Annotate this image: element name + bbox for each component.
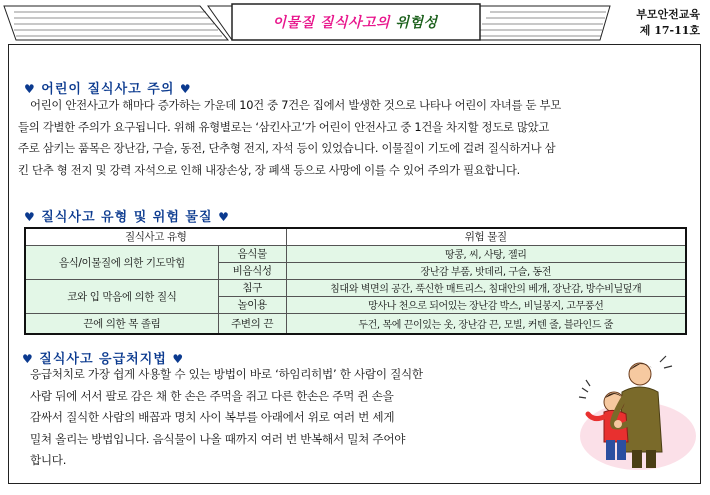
- heart-icon: ♥: [22, 352, 34, 366]
- section-heading-text: 질식사고 응급처지법: [39, 352, 167, 367]
- category-cell: 음식/이물질에 의한 기도막힘: [25, 245, 218, 279]
- text-line: 밀쳐 올리는 방법입니다. 음식물이 나올 때까지 여러 번 반복해서 밀쳐 주어야: [30, 431, 406, 446]
- text-line: 들의 각별한 주의가 요구됩니다. 위해 유형별로는 ‘삼킨사고’가 어린이 안전사고 중 1건을 차지할 정도로 많았고: [18, 119, 550, 134]
- issue-number: 제 17-11호: [639, 24, 700, 37]
- hazard-cell: 두건, 목에 끈이있는 옷, 장난감 끈, 모빌, 커텐 줄, 블라인드 줄: [286, 313, 686, 334]
- table-row: [25, 313, 686, 334]
- text-line: 합니다.: [30, 453, 67, 467]
- heart-icon: ♥: [24, 82, 36, 96]
- subtype-cell: 침구: [218, 279, 286, 296]
- section-heading-hazards: [24, 206, 230, 225]
- hazard-cell: 망사나 천으로 되어있는 장난감 박스, 비닐봉지, 고무풍선: [286, 296, 686, 313]
- hazard-cell: 땅콩, 씨, 사탕, 젤리: [286, 245, 686, 262]
- text-line: 사람 뒤에 서서 팔로 감은 채 한 손은 주먹을 쥐고 다른 한손은 주먹 쥔 손을: [30, 388, 394, 403]
- heart-icon: ♥: [218, 210, 230, 224]
- title-part-1: 이물질 질식사고의: [272, 15, 391, 31]
- title-part-2: 위험성: [395, 15, 438, 31]
- category-cell: 코와 입 막음에 의한 질식: [25, 279, 218, 313]
- table-header-row: [25, 228, 686, 245]
- intro-paragraph: [18, 95, 698, 181]
- text-line: 감싸서 질식한 사람의 배꼽과 명치 사이 복부를 아래에서 위로 여러 번 세게: [30, 410, 395, 424]
- hazard-table: [24, 227, 687, 335]
- column-header: 질식사고 유형: [25, 228, 286, 245]
- hazard-cell: 침대와 벽면의 공간, 푹신한 매트리스, 침대안의 베개, 장난감, 방수비닐덮개: [286, 279, 686, 296]
- first-aid-paragraph: [30, 364, 560, 472]
- text-line: 주로 삼키는 품목은 장난감, 구슬, 동전, 단추형 전지, 자석 등이 있었습니다. 이물질이 기도에 걸려 질식하거나 삼: [18, 141, 556, 155]
- heart-icon: ♥: [24, 210, 36, 224]
- text-line: 응급처치로 가장 쉽게 사용할 수 있는 방법이 바로 ‘하임리히법’ 한 사람이 질식한: [30, 367, 423, 381]
- subtype-cell: 음식물: [218, 245, 286, 262]
- issue-info: [636, 7, 700, 39]
- section-heading-text: 어린이 질식사고 주의: [41, 82, 175, 97]
- text-line: 킨 단추 형 전지 및 강력 자석으로 인해 내장손상, 장 폐색 등으로 사망에 이를 수 있어 주의가 필요합니다.: [18, 162, 520, 177]
- column-header: 위험 물질: [286, 228, 686, 245]
- subtype-cell: 놀이용: [218, 296, 286, 313]
- heart-icon: ♥: [179, 82, 192, 96]
- section-heading-text: 질식사고 유형 및 위험 물질: [41, 210, 213, 225]
- hazard-cell: 장난감 부품, 밧데리, 구슬, 동전: [286, 262, 686, 279]
- category-cell: 끈에 의한 목 졸림: [25, 313, 218, 334]
- text-line: 어린이 안전사고가 해마다 증가하는 가운데 10건 중 7건은 집에서 발생한 것으로 나타나 어린이 자녀를 둔 부모: [30, 98, 561, 112]
- subtype-cell: 비음식성: [218, 262, 286, 279]
- heart-icon: ♥: [172, 352, 185, 366]
- table-row: [25, 245, 686, 262]
- table-row: [25, 279, 686, 296]
- page-title: [232, 12, 478, 32]
- subtype-cell: 주변의 끈: [218, 313, 286, 334]
- heimlich-maneuver-illustration: [548, 352, 698, 472]
- org-name: 부모안전교육: [636, 8, 700, 21]
